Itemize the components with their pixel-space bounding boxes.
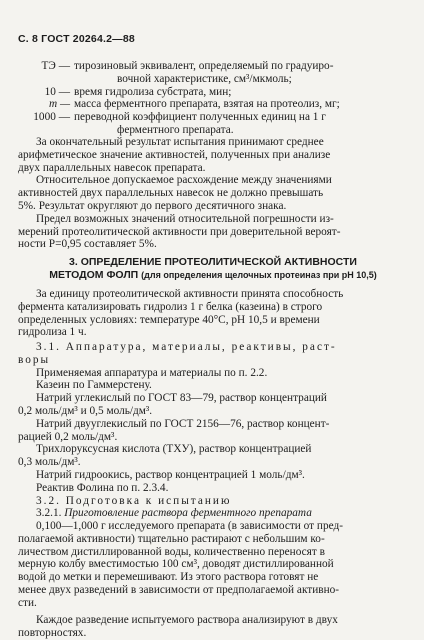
subsection-heading: 3.1. Аппаратура, материалы, реактивы, раст-: [36, 341, 337, 353]
results-section: [18, 136, 408, 251]
material-item: 0,3 моль/дм³.: [18, 456, 81, 469]
material-item: Натрий углекислый по ГОСТ 83—79, раствор концентраций: [36, 392, 327, 405]
paragraph-line: ности P=0,95 составляет 5%.: [18, 238, 157, 251]
material-item: 0,2 моль/дм³ и 0,5 моль/дм³.: [18, 404, 153, 417]
material-item: Натрий гидроокись, раствор концентрацией 1 моль/дм³.: [36, 468, 305, 481]
definition-continuation: вочной характеристике, см³/мкмоль;: [117, 72, 292, 85]
material-item: Применяемая аппаратура и материалы по п. 2.2.: [36, 366, 268, 379]
paragraph-line: 5%. Результат округляют до первого десятичного знака.: [18, 199, 287, 212]
material-item: рацией 0,2 моль/дм³.: [18, 430, 118, 443]
materials-section: [18, 341, 408, 520]
paragraph-line: арифметическое значение активностей, полученных при анализе: [18, 148, 331, 161]
subsection-heading: воры: [18, 353, 51, 366]
definition-row: ТЭ — тирозиновый эквивалент, определяемый по градуиро-: [41, 60, 334, 72]
section-title: 3. ОПРЕДЕЛЕНИЕ ПРОТЕОЛИТИЧЕСКОЙ АКТИВНОСТИ: [69, 256, 357, 268]
subsection-heading: 3.2.1. Приготовление раствора ферментного препарата: [36, 507, 312, 520]
page-header: С. 8 ГОСТ 20264.2—88: [18, 33, 135, 45]
material-item: Реактив Фолина по п. 2.3.4.: [36, 481, 169, 494]
definitions-list: [18, 60, 408, 137]
preparation-paragraph: 0,100—1,000 г исследуемого препарата (в зависимости от пред- полагаемой активности) тщательно растирают с небольшим ко- личеством дистиллированной воды, количественно переносят в мерную колбу вместимостью 100 см³, доводят дистиллированной водой до метки и перемешивают. Из этого раствора готовят не менее двух разведений в зависимости от предполагаемой активно- сти.: [18, 520, 343, 609]
paragraph-line: Предел возможных значений относительной погрешности из-: [36, 212, 334, 225]
subsection-heading: 3.2. Подготовка к испытанию: [36, 494, 232, 507]
section-subtitle: МЕТОДОМ ФОЛП (для определения щелочных протеиназ при pH 10,5): [49, 269, 377, 281]
paragraph-line: Относительное допускаемое расхождение между значениями: [36, 174, 332, 187]
paragraph-line: двух параллельных навесок препарата.: [18, 161, 206, 174]
intro-paragraph: За единицу протеолитической активности принята способность фермента катализировать гидролиз 1 г белка (казеина) в строго определенных условиях: температуре 40°С, pH 10,5 и времени гидролиза 1 ч.: [18, 288, 344, 339]
paragraph-line: За окончательный результат испытания принимают среднее: [36, 136, 324, 148]
paragraph-line: мерений протеолитической активности при доверительной вероят-: [18, 225, 341, 238]
definition-row: 10 — время гидролиза субстрата, мин;: [44, 85, 232, 98]
paragraph-line: активностей двух параллельных навесок не должно превышать: [18, 187, 324, 200]
definition-row: m — масса ферментного препарата, взятая на протеолиз, мг;: [48, 98, 340, 111]
final-paragraph: Каждое разведение испытуемого раствора анализируют в двух повторностях.: [18, 614, 338, 639]
material-item: Натрий двууглекислый по ГОСТ 2156—76, раствор концент-: [36, 417, 330, 430]
definition-continuation: ферментного препарата.: [117, 123, 234, 136]
definition-row: 1000 — переводной коэффициент полученных единиц на 1 г: [33, 111, 326, 124]
material-item: Казеин по Гаммерстену.: [36, 379, 152, 392]
material-item: Трихлоруксусная кислота (ТХУ), раствор концентрацией: [36, 443, 312, 456]
